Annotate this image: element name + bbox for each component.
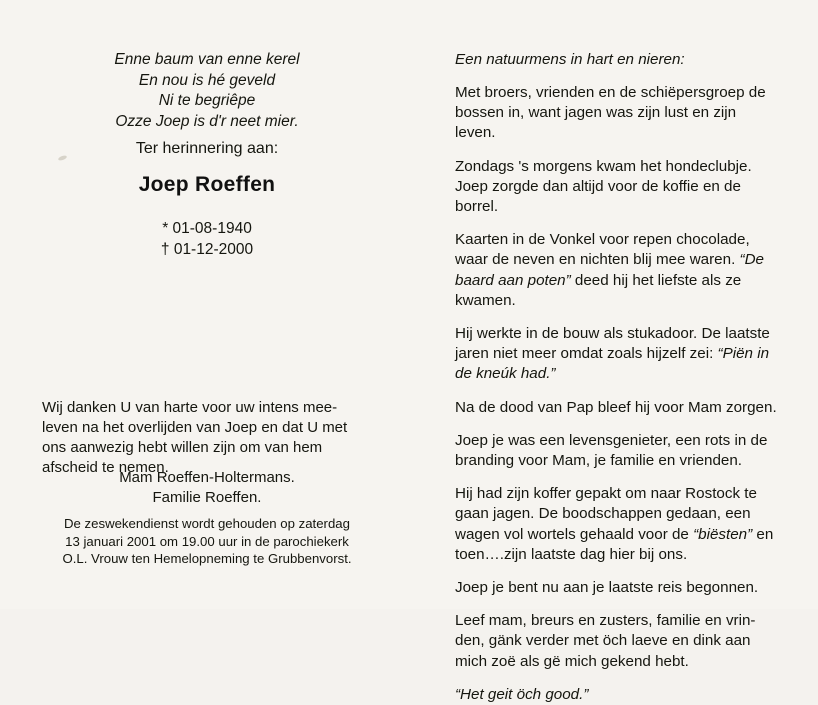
tribute-paragraph-8: Joep je bent nu aan je laatste reis begonnen.	[455, 579, 759, 597]
signature-line-2: Familie Roeffen.	[152, 489, 262, 506]
death-date: † 01-12-2000	[160, 241, 254, 258]
poem-line-4: Ozze Joep is d'r neet mier.	[115, 112, 299, 130]
tribute-paragraph-2: Zondags 's morgens kwam het hondeclubje. Joep zorgde dan altijd voor de koffie en de borrel.	[455, 157, 752, 216]
tribute-paragraph-6: Joep je was een levensgenieter, een rots in de branding voor Mam, je familie en vrienden.	[455, 431, 768, 470]
tribute-paragraph-3: Kaarten in de Vonkel voor repen chocolade, waar de neven en nichten blij mee waren. “De baard aan poten” deed hij het liefste als ze kwamen.	[455, 231, 764, 309]
life-dates	[42, 218, 372, 260]
poem-line-1: Enne baum van enne kerel	[114, 51, 300, 68]
left-column	[42, 0, 372, 609]
tribute-paragraph-5: Na de dood van Pap bleef hij voor Mam zorgen.	[455, 398, 777, 416]
in-memory-label: Ter herinnering aan:	[135, 140, 279, 157]
service-announcement	[42, 515, 372, 568]
deceased-name: Joep Roeffen	[138, 173, 276, 196]
tribute-paragraph-1: Met broers, vrienden en de schiëpersgroep de bossen in, want jagen was zijn lust en zijn leven.	[455, 84, 766, 142]
service-line-1: De zeswekendienst wordt gehouden op zaterdag	[64, 516, 350, 531]
birth-date: * 01-08-1940	[162, 220, 252, 237]
poem-line-2: En nou is hé geveld	[138, 71, 276, 89]
tribute-text-block	[455, 50, 777, 705]
signature-line-1: Mam Roeffen-Holtermans.	[119, 469, 295, 486]
poem-block	[42, 50, 372, 132]
poem-line-3: Ni te begriêpe	[158, 92, 256, 109]
right-column	[455, 0, 777, 703]
thanks-text: Wij danken U van harte voor uw intens mee-leven na het overlijden van Joep en dat U met ons aanwezig hebt willen zijn om van hem afscheid te nemen.	[42, 399, 348, 476]
signature-block	[42, 468, 372, 508]
tribute-heading: Een natuurmens in hart en nieren:	[455, 51, 685, 68]
service-line-3: O.L. Vrouw ten Hemelopneming te Grubbenvorst.	[62, 551, 352, 566]
tribute-paragraph-4: Hij werkte in de bouw als stukadoor. De laatste jaren niet meer omdat zoals hijzelf zei: “Piën in de kneúk had.”	[455, 325, 770, 383]
tribute-closing-quote: “Het geit öch good.”	[455, 685, 589, 703]
tribute-paragraph-9: Leef mam, breurs en zusters, familie en vrin-den, gänk verder met öch laeve en dink aan mich zoë als gë mich gekend hebt.	[455, 612, 756, 670]
tribute-paragraph-7: Hij had zijn koffer gepakt om naar Rostock te gaan jagen. De boodschappen gedaan, een wagen vol wortels gehaald voor de “biësten” en toen….zijn laatste dag hier bij ons.	[455, 485, 774, 563]
service-line-2: 13 januari 2001 om 19.00 uur in de parochiekerk	[65, 533, 349, 549]
